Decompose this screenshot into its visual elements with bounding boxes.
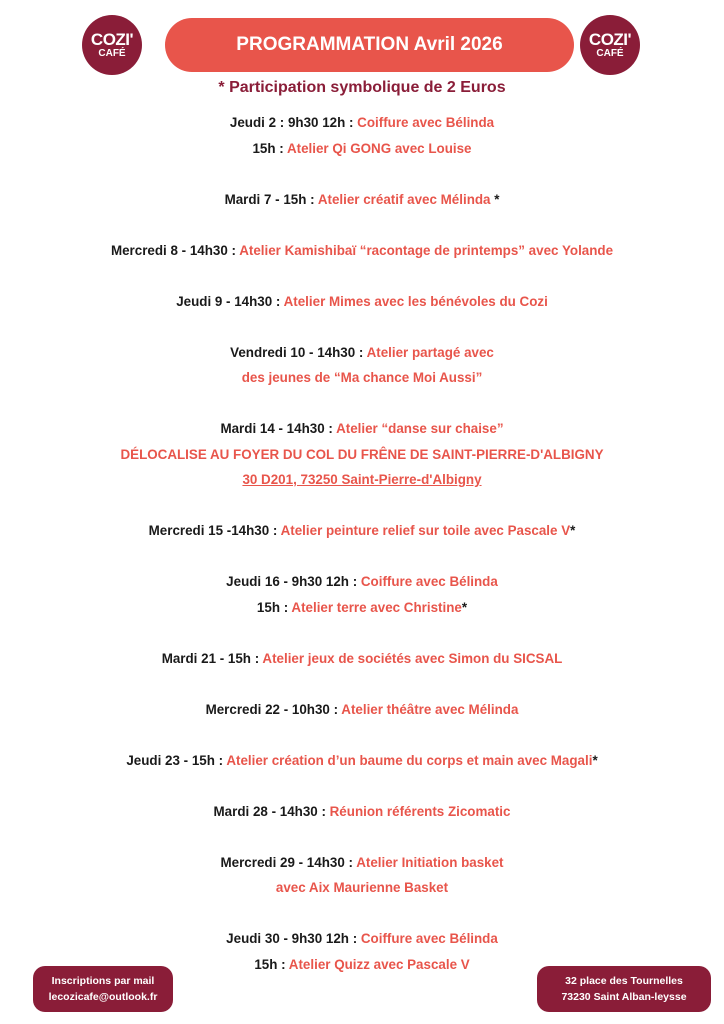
event-separator: [0, 212, 724, 238]
participation-asterisk: *: [490, 191, 500, 207]
event-activity: Atelier “danse sur chaise”: [336, 421, 504, 436]
address-street: 32 place des Tournelles: [565, 975, 683, 987]
participation-asterisk: *: [461, 599, 468, 615]
event-date: Jeudi 9 - 14h30 :: [176, 293, 284, 309]
event-date: Jeudi 23 - 15h :: [126, 752, 227, 768]
event-separator: [0, 161, 724, 187]
logo-text: COZI': [90, 30, 134, 49]
event-line: [0, 238, 724, 264]
event-separator: [0, 824, 724, 850]
event-activity: Réunion référents Zicomatic: [329, 803, 511, 819]
event-line: [0, 467, 724, 493]
event-activity: avec Aix Maurienne Basket: [275, 880, 449, 895]
event-line: [0, 340, 724, 366]
event-activity: Atelier terre avec Christine: [291, 599, 462, 615]
event-activity: Atelier créatif avec Mélinda: [317, 191, 491, 207]
logo-text: COZI': [588, 30, 632, 49]
event-line: [0, 518, 724, 544]
cozi-cafe-logo: [580, 15, 640, 75]
event-activity: Atelier Kamishibaï “racontage de printemps” avec Yolande: [239, 242, 614, 258]
event-separator: [0, 671, 724, 697]
participation-asterisk: *: [592, 752, 598, 768]
event-separator: [0, 493, 724, 519]
event-line: [0, 926, 724, 952]
event-activity: Atelier théâtre avec Mélinda: [341, 701, 519, 717]
address-city: 73230 Saint Alban-leysse: [561, 991, 687, 1003]
event-date: Mercredi 29 - 14h30 :: [220, 854, 357, 870]
event-date: 15h :: [254, 956, 289, 972]
participation-note: * Participation symbolique de 2 Euros: [218, 79, 506, 96]
event-separator: [0, 773, 724, 799]
event-activity: Coiffure avec Bélinda: [360, 931, 498, 946]
event-date: 15h :: [252, 140, 287, 156]
event-line: [0, 289, 724, 315]
event-separator: [0, 901, 724, 927]
event-date: Mardi 14 - 14h30 :: [220, 421, 337, 436]
address-box: [537, 966, 711, 1012]
event-date: Mardi 28 - 14h30 :: [213, 803, 330, 819]
logo-subtext: CAFÉ: [98, 48, 126, 59]
event-separator: [0, 391, 724, 417]
event-activity: Atelier Quizz avec Pascale V: [288, 956, 470, 972]
event-activity: Atelier partagé avec: [366, 344, 494, 360]
event-line: [0, 136, 724, 162]
event-date: Mercredi 8 - 14h30 :: [110, 242, 240, 258]
event-date: Vendredi 10 - 14h30 :: [230, 344, 367, 360]
event-activity: Coiffure avec Bélinda: [360, 574, 498, 589]
event-line: [0, 850, 724, 876]
registration-email[interactable]: lecozicafe@outlook.fr: [48, 991, 158, 1003]
event-activity: des jeunes de “Ma chance Moi Aussi”: [241, 370, 483, 385]
event-activity: Atelier Initiation basket: [356, 854, 504, 870]
event-date: Mercredi 15 -14h30 :: [148, 523, 281, 538]
event-date: Jeudi 30 - 9h30 12h :: [226, 931, 361, 946]
event-date: Mercredi 22 - 10h30 :: [205, 701, 342, 717]
event-line: [0, 442, 724, 468]
event-separator: [0, 722, 724, 748]
event-line: [0, 595, 724, 621]
event-line: [0, 365, 724, 391]
event-separator: [0, 263, 724, 289]
event-line: [0, 697, 724, 723]
logo-subtext: CAFÉ: [596, 48, 624, 59]
event-line: [0, 646, 724, 672]
event-separator: [0, 620, 724, 646]
registration-box: [33, 966, 173, 1012]
event-activity: Coiffure avec Bélinda: [357, 115, 495, 130]
event-activity: Atelier Qi GONG avec Louise: [286, 140, 472, 156]
event-line: [0, 569, 724, 595]
event-line: [0, 875, 724, 901]
event-line: [0, 187, 724, 213]
event-separator: [0, 544, 724, 570]
event-line: [0, 748, 724, 774]
registration-label: Inscriptions par mail: [51, 975, 155, 987]
event-date: Jeudi 16 - 9h30 12h :: [226, 574, 361, 589]
event-activity: Atelier création d’un baume du corps et main avec Magali: [226, 752, 593, 768]
event-activity: Atelier peinture relief sur toile avec Pascale V: [280, 523, 571, 538]
event-list: [0, 110, 724, 977]
event-line: [0, 416, 724, 442]
event-separator: [0, 314, 724, 340]
event-date: Jeudi 2 : 9h30 12h :: [229, 115, 358, 130]
event-address-link[interactable]: 30 D201, 73250 Saint-Pierre-d'Albigny: [242, 472, 482, 487]
event-date: Mardi 7 - 15h :: [224, 191, 318, 207]
event-date: Mardi 21 - 15h :: [161, 650, 263, 666]
event-line: [0, 799, 724, 825]
page-title: PROGRAMMATION Avril 2026: [165, 18, 574, 72]
event-activity: Atelier Mimes avec les bénévoles du Cozi: [283, 293, 548, 309]
event-date: 15h :: [256, 599, 292, 615]
event-activity: Atelier jeux de sociétés avec Simon du SICSAL: [262, 650, 563, 666]
event-activity: DÉLOCALISE AU FOYER DU COL DU FRÊNE DE SAINT-PIERRE-D'ALBIGNY: [120, 446, 604, 462]
cozi-cafe-logo: [82, 15, 142, 75]
participation-asterisk: *: [570, 523, 576, 538]
event-line: [0, 110, 724, 136]
